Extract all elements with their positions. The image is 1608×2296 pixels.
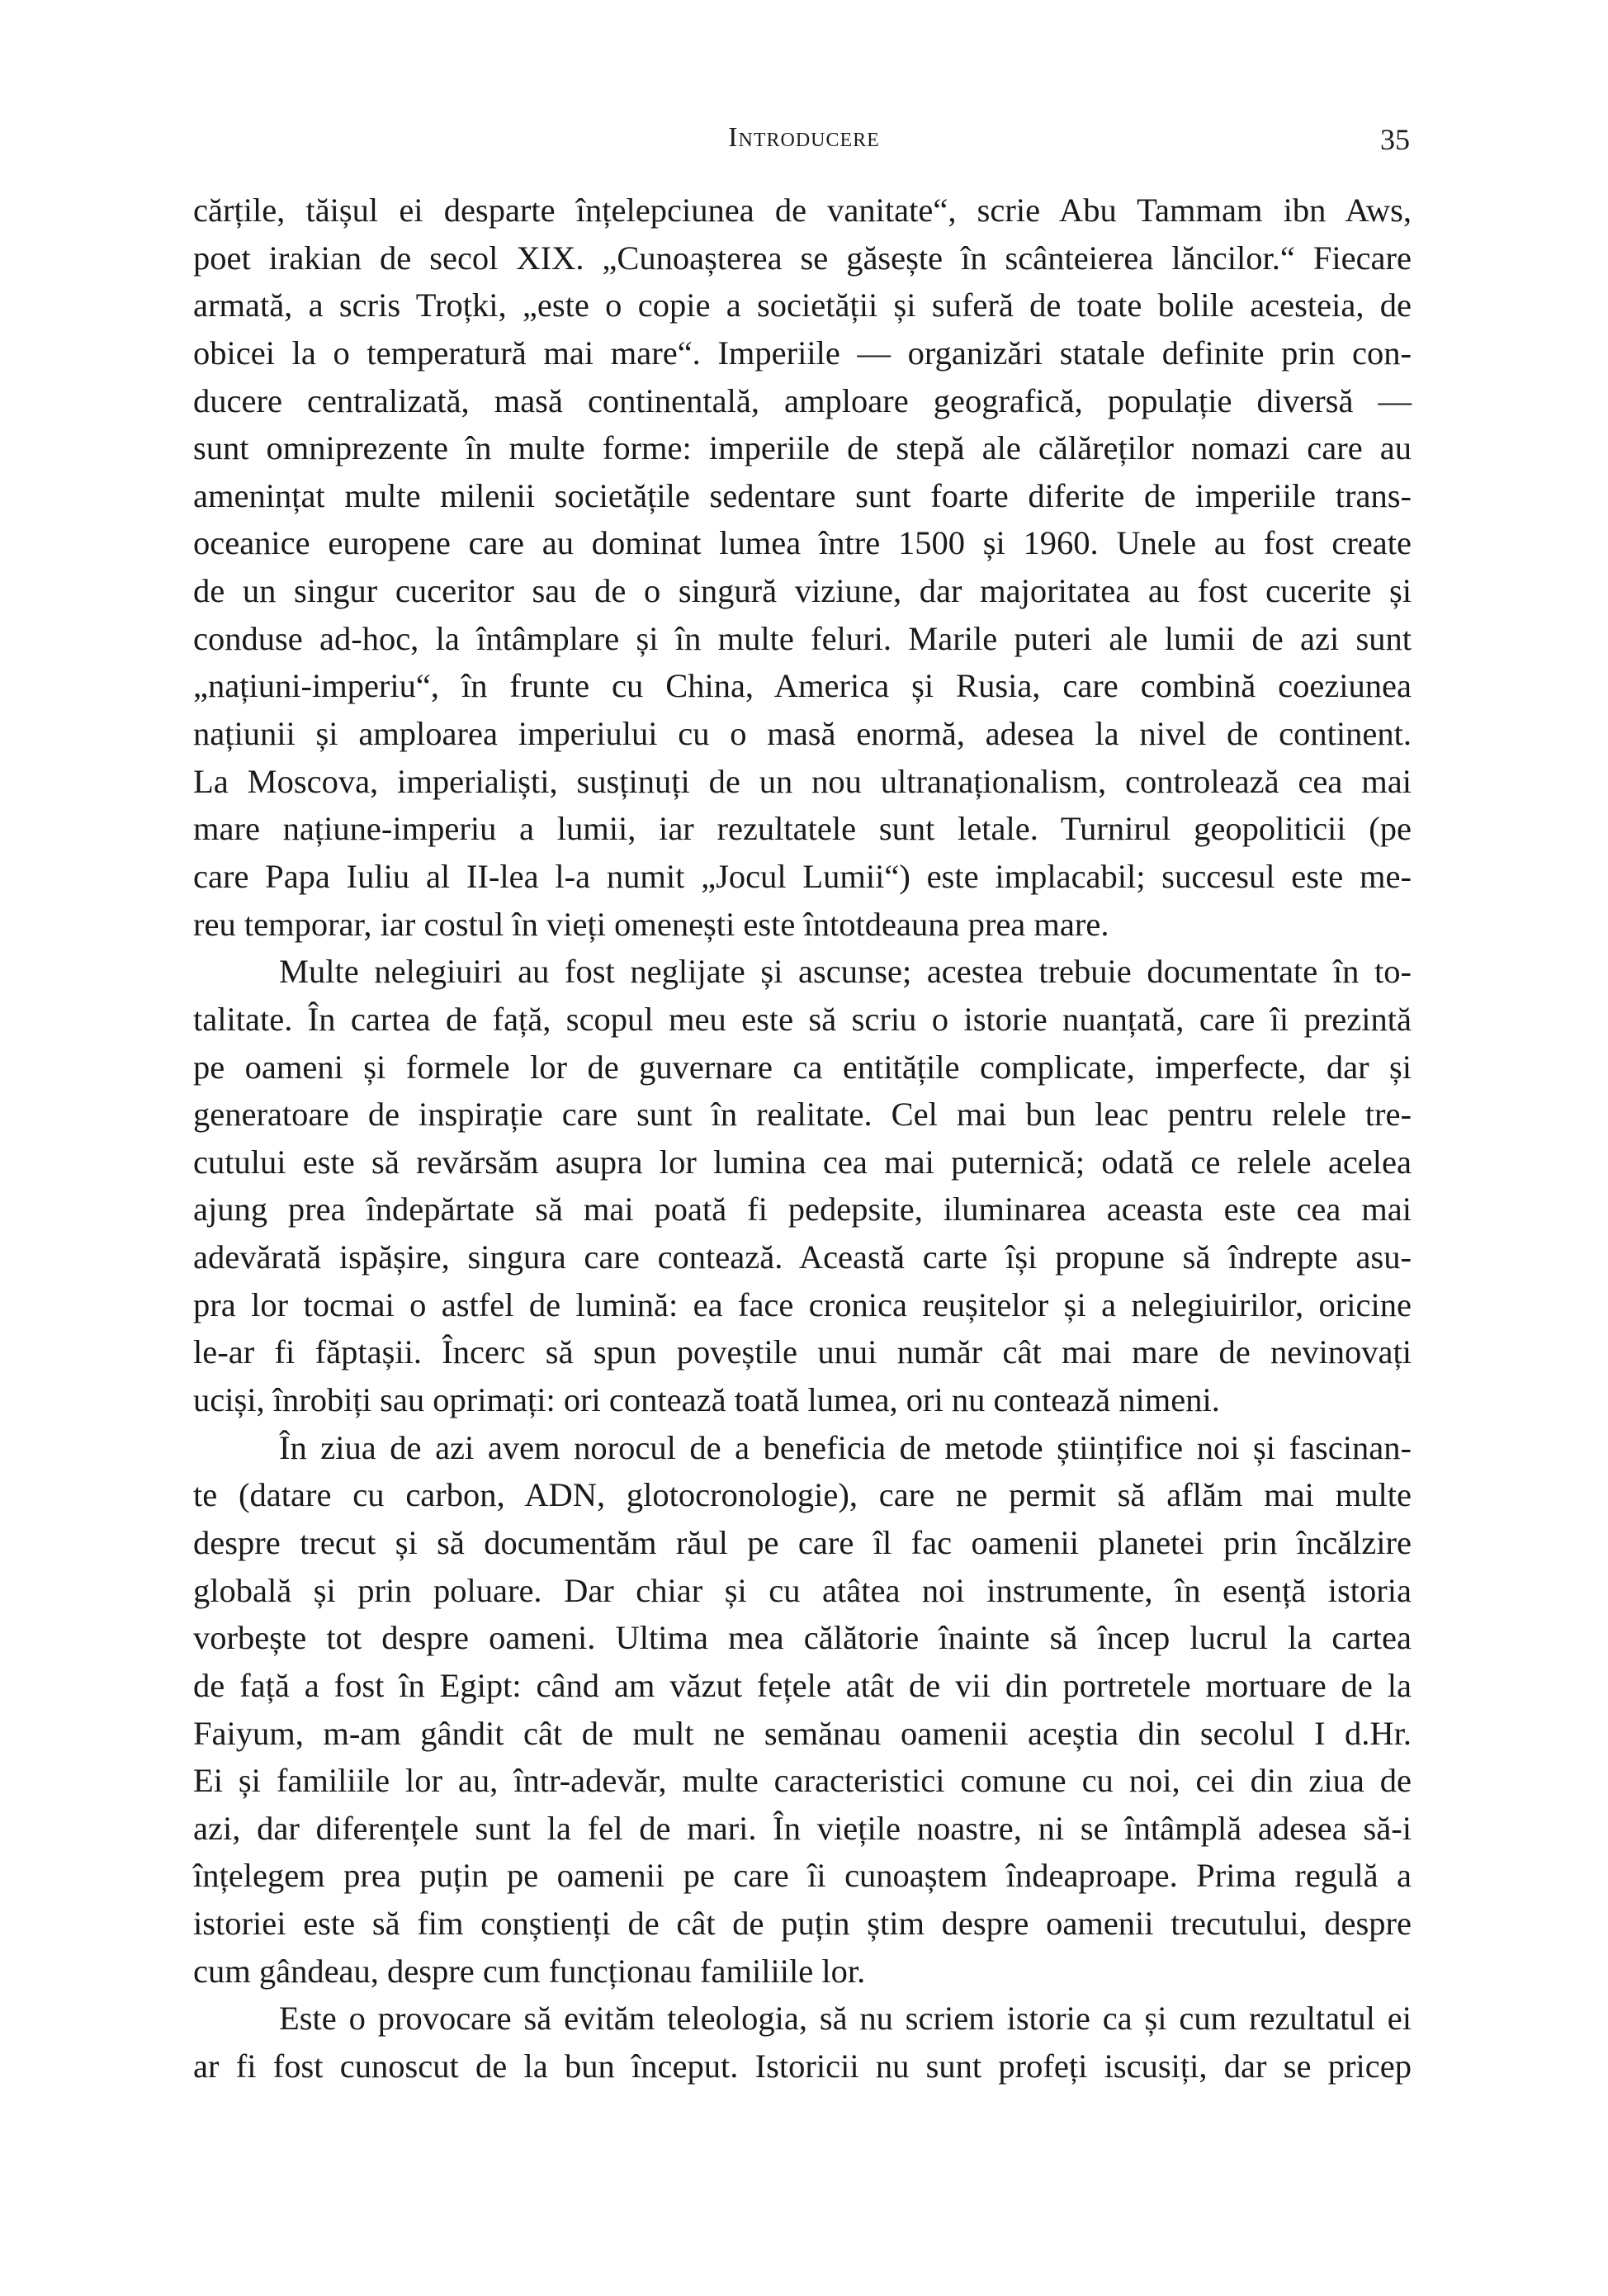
text-line: pra lor tocmai o astfel de lumină: ea face cronica reușitelor și a nelegiuirilor, oricine [193,1285,1412,1323]
text-line: de un singur cuceritor sau de o singură viziune, dar majoritatea au fost cucerite și [193,572,1412,610]
text-line: generatoare de inspirație care sunt în realitate. Cel mai bun leac pentru relele tre- [193,1096,1412,1134]
text-line: talitate. În cartea de față, scopul meu este să scriu o istorie nuanțată, care îi prezintă [193,1000,1412,1038]
text-line: globală și prin poluare. Dar chiar și cu atâtea noi instrumente, în esență istoria [193,1571,1412,1609]
text-line: oceanice europene care au dominat lumea între 1500 și 1960. Unele au fost create [193,524,1412,562]
text-line: Este o provocare să evităm teleologia, să nu scriem istorie ca și cum rezultatul ei [279,2000,1412,2038]
text-line: amenințat multe milenii societățile sedentare sunt foarte diferite de imperiile trans- [193,476,1412,514]
text-line: cutului este să revărsăm asupra lor lumina cea mai puternică; odată ce relele acelea [193,1143,1412,1181]
running-title: Introducere [728,122,880,153]
text-line: vorbește tot despre oameni. Ultima mea călătorie înainte să încep lucrul la cartea [193,1619,1412,1657]
text-line: obicei la o temperatură mai mare“. Imperiile — organizări statale definite prin con- [193,334,1412,372]
text-line: de față a fost în Egipt: când am văzut fețele atât de vii din portretele mortuare de la [193,1666,1412,1704]
text-line: ducere centralizată, masă continentală, amploare geografică, populație diversă — [193,381,1412,419]
text-line: sunt omniprezente în multe forme: imperiile de stepă ale călăreților nomazi care au [193,429,1412,467]
text-line: În ziua de azi avem norocul de a beneficia de metode științifice noi și fascinan- [279,1428,1412,1466]
text-line: cum gândeau, despre cum funcționau familiile lor. [193,1952,866,1990]
paragraph [193,1424,1412,1995]
text-line: „națiuni-imperiu“, în frunte cu China, America și Rusia, care combină coeziunea [193,667,1412,705]
text-line: națiunii și amploarea imperiului cu o masă enormă, adesea la nivel de continent. [193,715,1412,753]
text-line: poet irakian de secol XIX. „Cunoașterea se găsește în scânteierea lăncilor.“ Fiecare [193,239,1412,277]
page-number: 35 [1380,123,1410,156]
text-line: ajung prea îndepărtate să mai poată fi pedepsite, iluminarea aceasta este cea mai [193,1191,1412,1228]
text-line: La Moscova, imperialiști, susținuți de un nou ultranaționalism, controlează cea mai [193,762,1412,800]
text-line: cărțile, tăișul ei desparte înțelepciunea de vanitate“, scrie Abu Tammam ibn Aws, [193,192,1412,229]
text-line: Ei și familiile lor au, într-adevăr, multe caracteristici comune cu noi, cei din ziua de [193,1762,1412,1800]
body-text [193,187,1412,2090]
paragraph [193,1995,1412,2090]
text-line: istoriei este să fim conștienți de cât de puțin știm despre oamenii trecutului, despre [193,1905,1412,1943]
text-line: pe oameni și formele lor de guvernare ca entitățile complicate, imperfecte, dar și [193,1048,1412,1086]
running-head [0,122,1608,162]
text-line: te (datare cu carbon, ADN, glotocronologie), care ne permit să aflăm mai multe [193,1476,1412,1514]
text-line: uciși, înrobiți sau oprimați: ori contează toată lumea, ori nu contează nimeni. [193,1381,1220,1419]
text-line: înțelegem prea puțin pe oamenii pe care îi cunoaștem îndeaproape. Prima regulă a [193,1857,1412,1895]
paragraph [193,187,1412,948]
text-line: reu temporar, iar costul în vieți omenești este întotdeauna prea mare. [193,905,1109,943]
text-line: azi, dar diferențele sunt la fel de mari. În viețile noastre, ni se întâmplă adesea să-i [193,1809,1412,1847]
text-line: Faiyum, m-am gândit cât de mult ne semănau oamenii aceștia din secolul I d.Hr. [193,1714,1412,1752]
text-line: adevărată ispășire, singura care contează. Această carte își propune să îndrepte asu- [193,1238,1412,1276]
text-line: mare națiune-imperiu a lumii, iar rezultatele sunt letale. Turnirul geopoliticii (pe [193,810,1412,848]
text-line: despre trecut și să documentăm răul pe care îl fac oamenii planetei prin încălzire [193,1523,1412,1561]
text-line: armată, a scris Troțki, „este o copie a societății și suferă de toate bolile acesteia, de [193,286,1412,324]
text-line: conduse ad-hoc, la întâmplare și în multe feluri. Marile puteri ale lumii de azi sunt [193,619,1412,657]
text-line: care Papa Iuliu al II-lea l-a numit „Jocul Lumii“) este implacabil; succesul este me- [193,857,1412,895]
text-line: Multe nelegiuiri au fost neglijate și ascunse; acestea trebuie documentate în to- [279,953,1412,991]
text-line: ar fi fost cunoscut de la bun început. Istoricii nu sunt profeți iscusiți, dar se pricep [193,2047,1412,2085]
paragraph [193,948,1412,1423]
text-line: le-ar fi făptașii. Încerc să spun poveștile unui număr cât mai mare de nevinovați [193,1333,1412,1371]
